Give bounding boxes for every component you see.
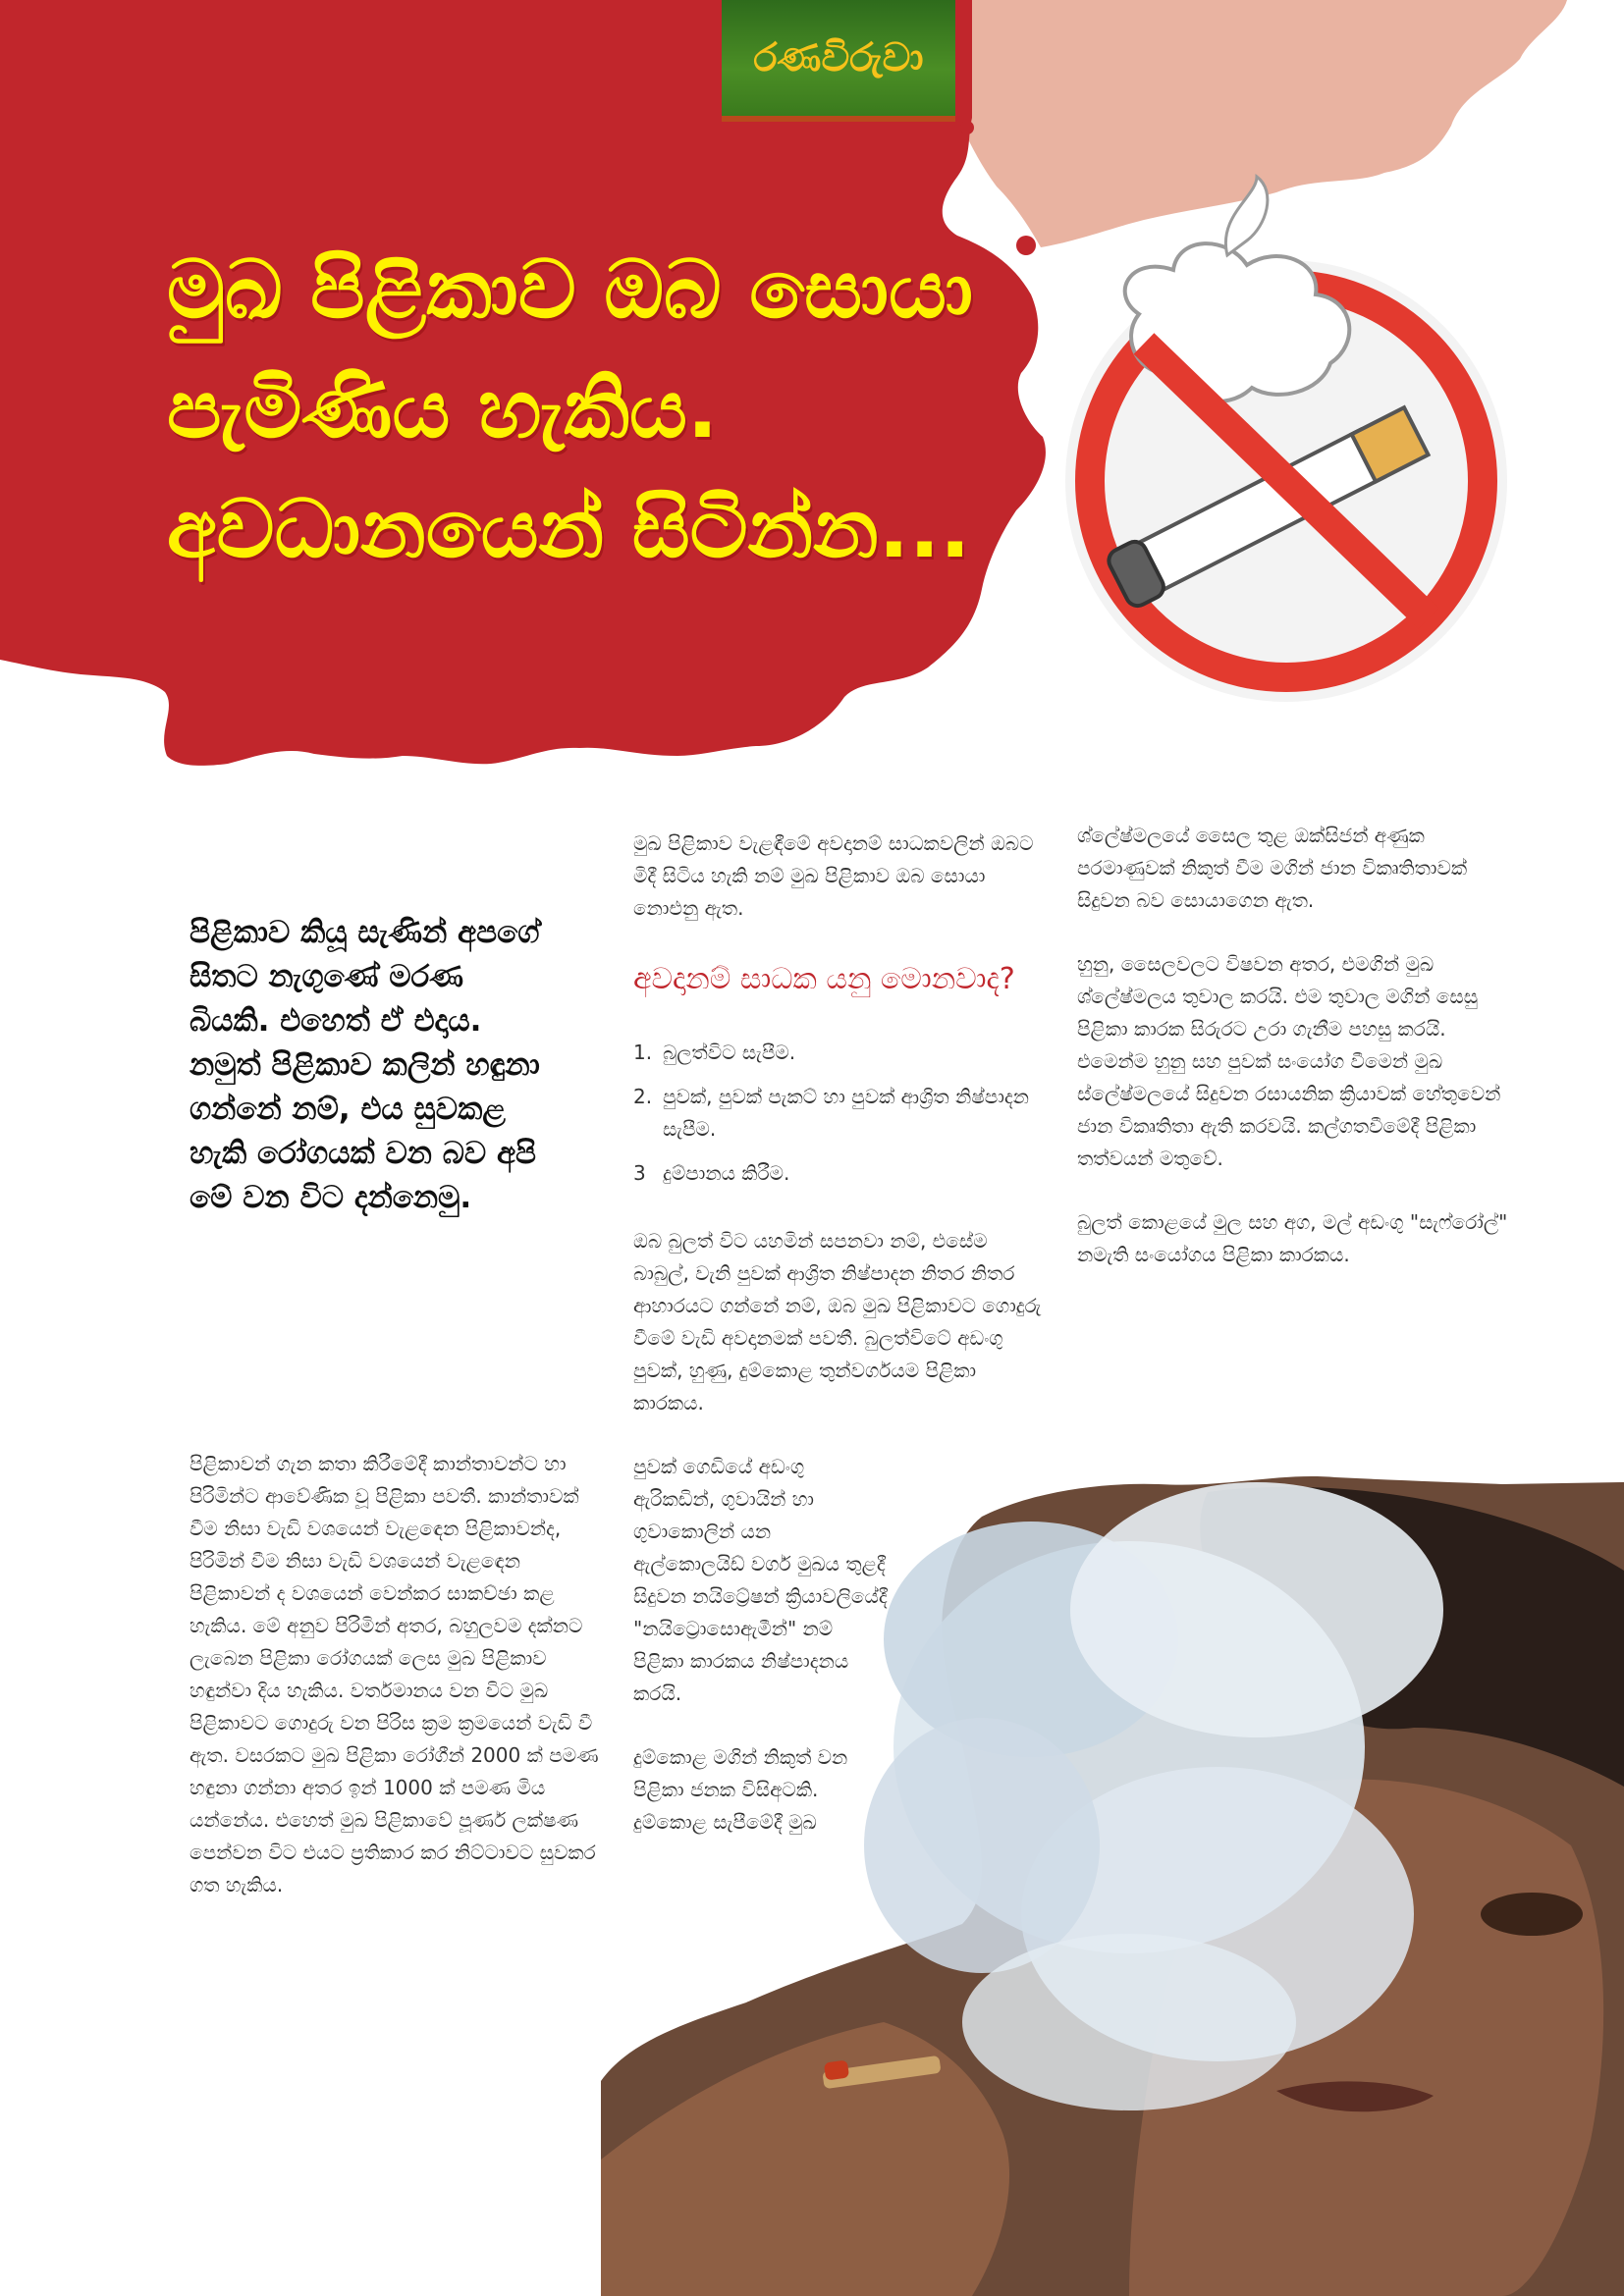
list-item-text: දුම්පානය කිරීම. [663,1161,790,1185]
list-item-number: 2. [633,1085,653,1108]
red-splash-dot [1016,236,1036,255]
magazine-badge [722,0,955,122]
column-2-intro: මුඛ පිළිකාව වැළඳීමේ අවදානම් සාධකවලින් ඔබට මිදී සිටිය හැකි නම් මුඛ පිළිකාව ඔබ සොයා නොඑනු ඇත. [633,831,1034,920]
column-3-paragraph-2: හුනු, සෛලවලට විෂවන අතර, එමගින් මුඛ ශ්ලේෂ්මලය තුවාල කරයි. එම තුවාල මගින් සෙසු පිළිකා කාරක සිරුරට උරා ගැනීම පහසු කරයි. එමෙන්ම හුනු සහ පුවක් සංයෝග වීමෙන් මුඛ ස්ලේෂ්මලයේ සිදුවන රසායනික ක්‍රියාවක් හේතුවෙන් ජාන විකෘතිතා ඇති කරවයි. කල්ගතවීමේදී පිළිකා තත්වයන් මතුවේ. [1077,952,1501,1170]
list-item-text: පුවක්, පුවක් පැකට් හා පුවක් ආශ්‍රිත නිෂ්පාදන සැපීම. [663,1085,1030,1141]
column-2 [633,828,1046,1870]
column-2-paragraph-tobacco: දුම්කොළ මගින් නිකුත් වන පිළිකා ජනක විසිඅටකි. දුම්කොළ සැපීමේදී මුඛ [633,1745,848,1834]
headline-line-2: පැමිණිය හැකිය. [167,363,719,456]
list-item-number: 3 [633,1161,646,1185]
magazine-badge-text: රණවිරුවා [753,35,924,80]
list-item [633,1081,1046,1146]
lead-paragraph: පිළිකාව කියූ සැණින් අපගේ සිතට නැගුණේ මරණ බියකි. එහෙත් ඒ එදාය. නමුත් පිළිකාව කලින් හඳුනා ගන්නේ නම්, එය සුවකළ හැකි රෝගයක් වන බව අපි මේ වන විට දන්නෙමු. [189,915,540,1215]
column-3-paragraph-1: ශ්ලේෂ්මලයේ සෛල තුළ ඔක්සිජන් අණුක පරමාණුවක් නිකුත් වීම මගින් ජාන විකෘතිතාවක් සිදුවන බව සොයාගෙන ඇත. [1077,824,1468,912]
no-smoking-sign [1065,177,1507,702]
column-1-paragraph: පිළිකාවන් ගැන කතා කිරීමේදී කාන්තාවන්ට හා පිරිමින්ට ආවේණික වූ පිළිකා පවතී. කාන්තාවක් වීම නිසා වැඩි වශයෙන් වැළඳෙන පිළිකාවන්ද, පිරිමින් වීම නිසා වැඩි වශයෙන් වැළඳෙන පිළිකාවන් ද වශයෙන් වෙන්කර සාකච්ඡා කළ හැකිය. මේ අනුව පිරිමින් අතර, බහුලවම දක්නට ලැබෙන පිළිකා රෝගයක් ලෙස මුඛ පිළිකාව හඳුන්වා දිය හැකිය. වර්තමානය වන විට මුඛ පිළිකාවට ගොදුරු වන පිරිස ක්‍රම ක්‍රමයෙන් වැඩි වී ඇත. වසරකට මුඛ පිළිකා රෝගීන් 2000 ක් පමණ හඳුනා ගන්නා අතර ඉන් 1000 ක් පමණ මිය යන්නේය. එහෙත් මුඛ පිළිකාවේ පූර්ණ ලක්ෂණ පෙන්වන විට එයට ප්‍රතිකාර කර නිට්ටාවට සුවකර ගත හැකිය. [189,1452,599,1896]
column-3-paragraph-3: බුලත් කොළයේ මුල සහ අග, මල් අඩංගු "සැෆ්රෝල්" නමැති සංයෝගය පිළිකා කාරකය. [1077,1210,1508,1266]
column-2-paragraph-arecanut: පුවක් ගෙඩියේ අඩංගු ඇරිකඩින්, ගුවායින් හා ගුවාකොලින් යන ඇල්කොලයිඩ් වර්ග මුඛය තුළදී සිදුවන නයිට්‍රේෂන් ක්‍රියාවලියේදී "නයිට්‍රොසොඇමීන්" නම් පිළිකා කාරකය නිෂ්පාදනය කරයි. [633,1455,888,1705]
headline [167,231,972,590]
list-item [633,1157,1046,1190]
list-item-text: බුලත්විට සැපීම. [663,1041,796,1064]
list-item [633,1037,1046,1069]
list-item-number: 1. [633,1041,653,1064]
risk-factors-list [633,1037,1046,1190]
risk-factors-subhead: අවදානම් සාධක යනු මොනවාද? [633,962,1015,996]
column-3 [1077,820,1509,1303]
column-1 [189,1448,607,1901]
headline-line-3: අවධානයෙන් සිටින්න... [167,483,971,576]
red-splash-dot [960,121,974,134]
headline-line-1: මුඛ පිළිකාව ඔබ සොයා [167,243,973,337]
column-2-paragraph-betel: ඔබ බුලත් විට යහමින් සපනවා නම්, එසේම බාබුල්, වැනි පුවක් ආශ්‍රිත නිෂ්පාදන නිතර නිතර ආහාරයට ගන්නේ නම්, ඔබ මුඛ පිළිකාවට ගොදුරු වීමේ වැඩි අවදානමක් පවතී. බුලත්විටේ අඩංගු පුවක්, හුණු, දුම්කොළ තුන්වර්ගයම පිළිකා කාරකය. [633,1229,1042,1415]
